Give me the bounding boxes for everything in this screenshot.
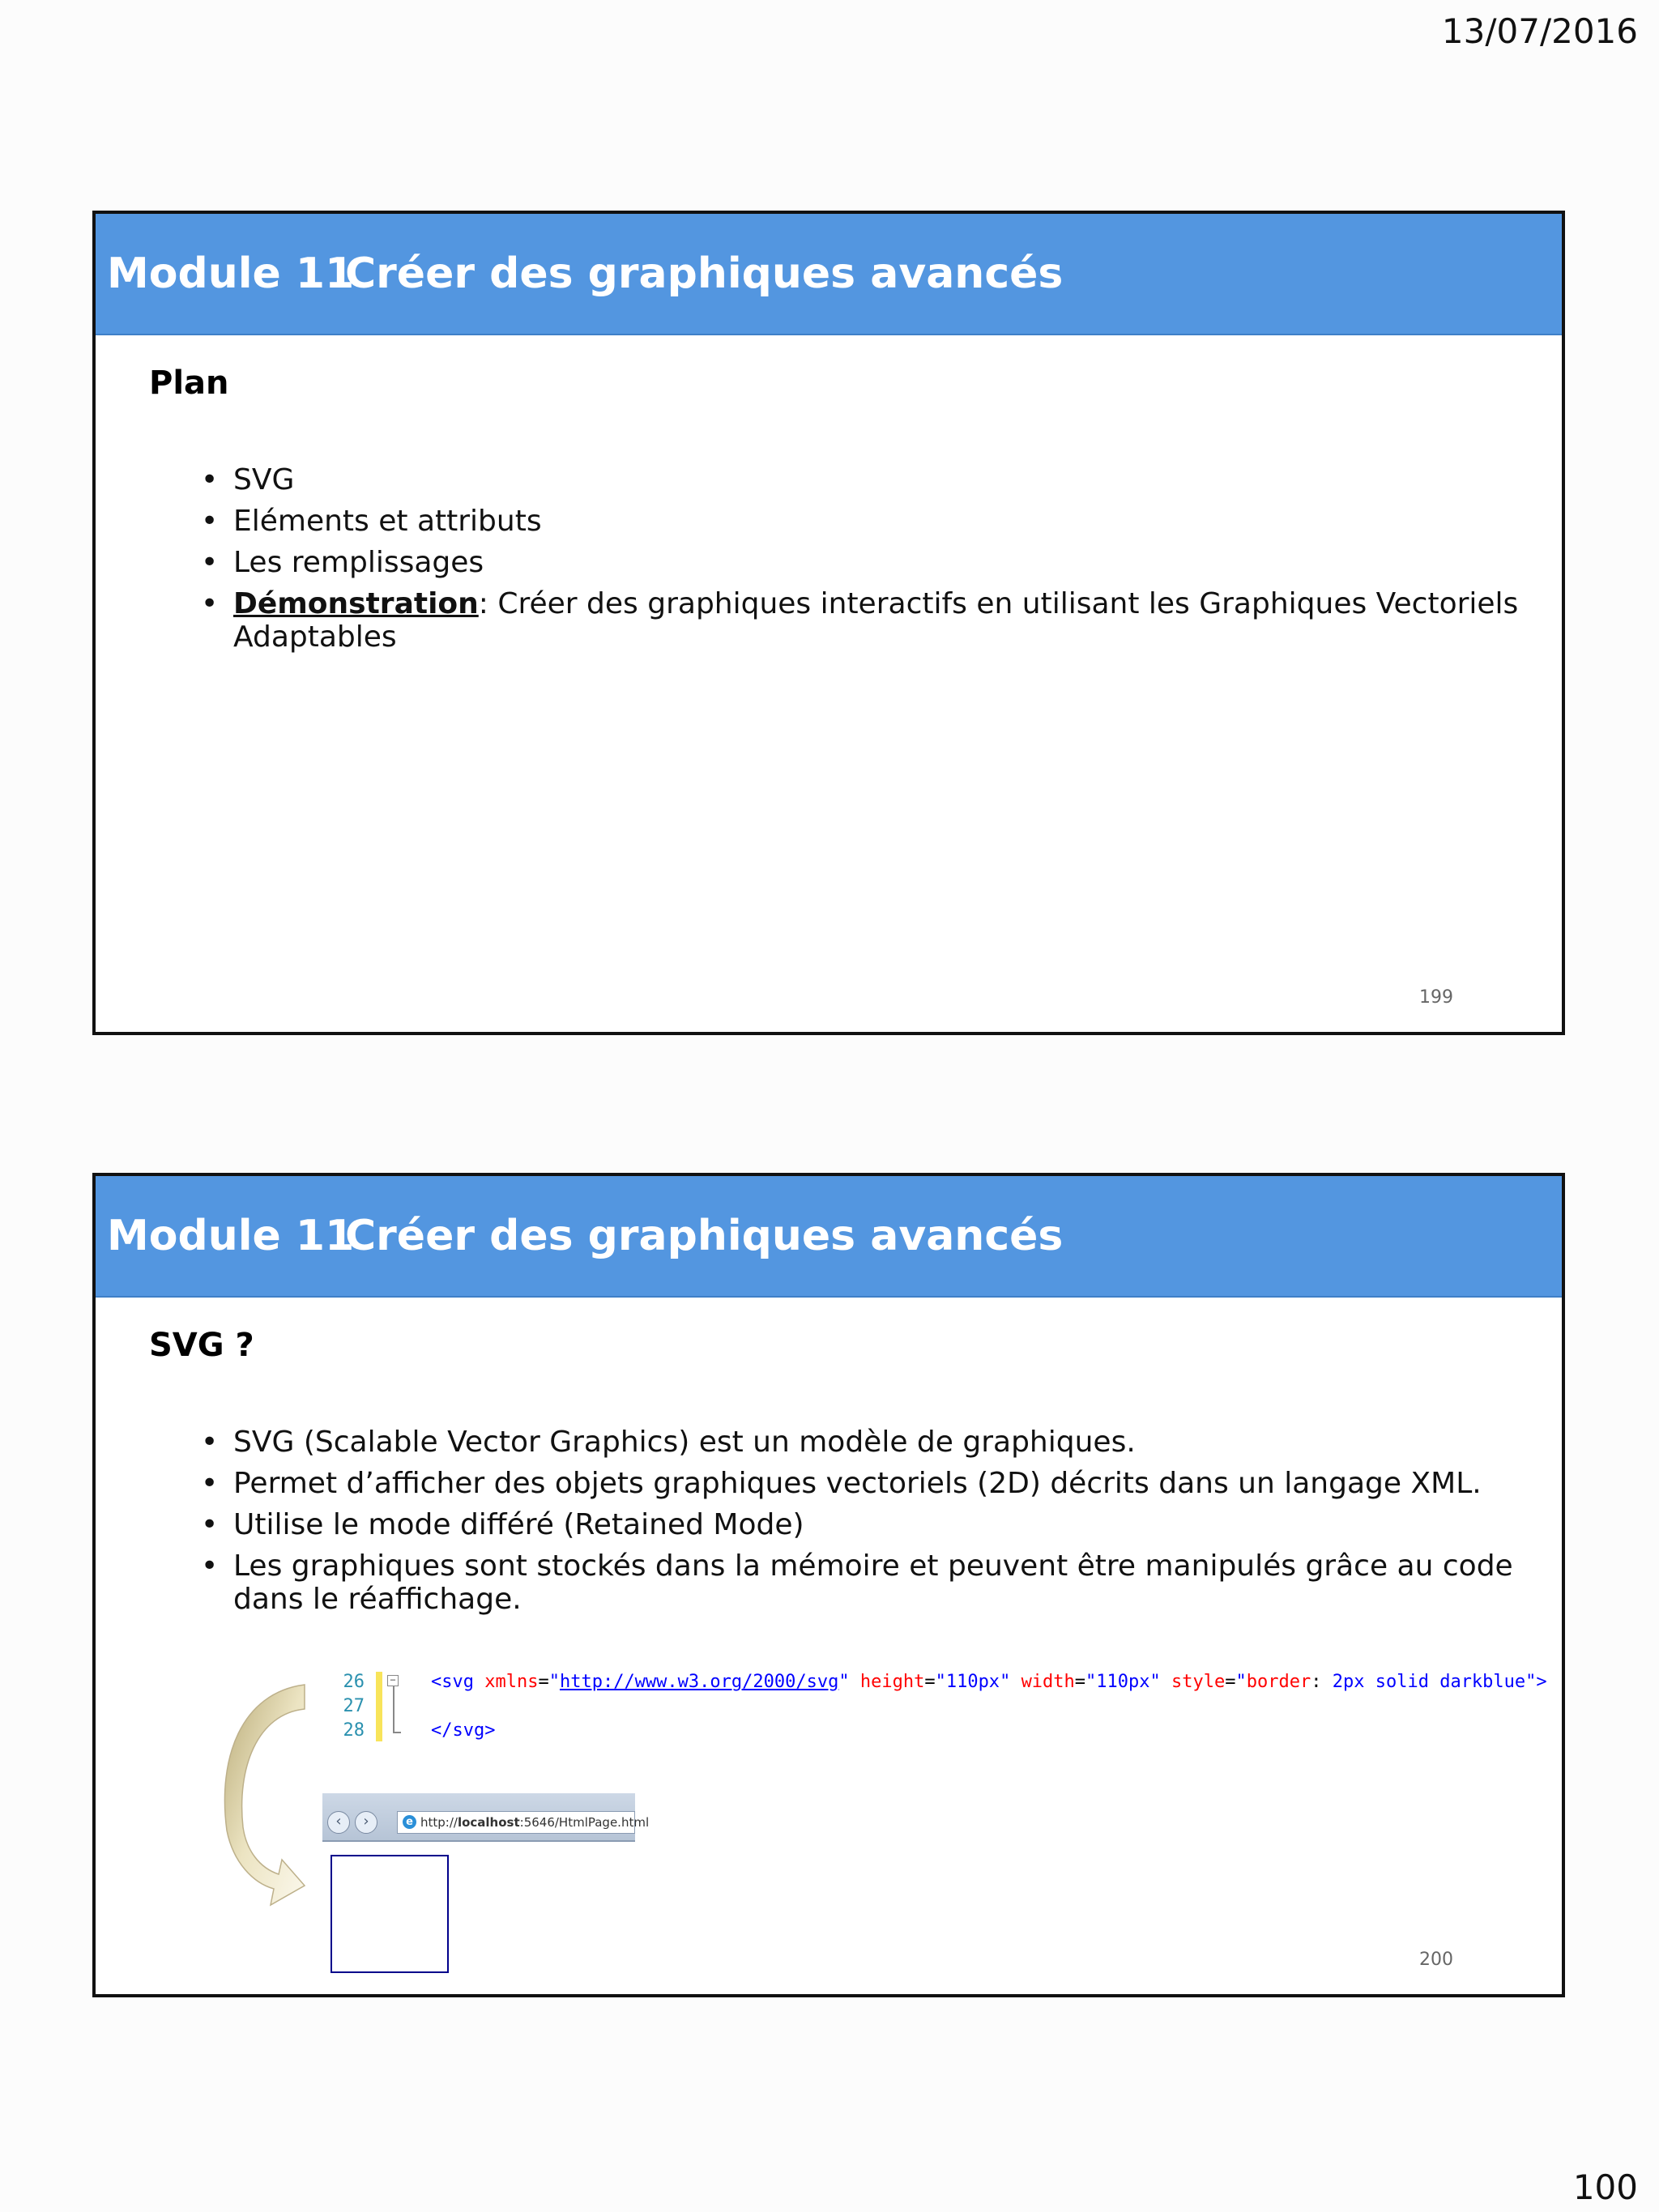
collapse-icon: − (387, 1675, 399, 1686)
curved-arrow-icon (209, 1677, 314, 1920)
slide-number: 200 (1419, 1950, 1453, 1970)
rendered-svg-box (331, 1855, 449, 1973)
slide-199 (92, 211, 1565, 1035)
list-item: • Eléments et attributs (201, 505, 1529, 538)
module-label: Module 11 (107, 1212, 355, 1260)
code-line (431, 1694, 1547, 1719)
slide-title (107, 249, 1063, 298)
ie-logo-icon: e (403, 1815, 416, 1829)
forward-arrow-icon[interactable]: › (355, 1811, 377, 1834)
code-token: height (859, 1672, 925, 1692)
code-token: border (1246, 1672, 1311, 1692)
slide-title (107, 1212, 1063, 1260)
code-line (431, 1719, 1547, 1743)
back-arrow-icon[interactable]: ‹ (327, 1811, 350, 1834)
page-date: 13/07/2016 (1441, 11, 1638, 51)
address-host: localhost (457, 1815, 520, 1830)
fold-guide-end (393, 1732, 401, 1733)
slide-header (96, 214, 1562, 335)
code-token: style (1171, 1672, 1226, 1692)
code-token: </svg> (431, 1720, 496, 1741)
bullet-list (201, 1426, 1529, 1624)
code-snippet (322, 1670, 1547, 1748)
code-token: width (1021, 1672, 1075, 1692)
module-label: Module 11 (107, 249, 355, 298)
change-marker (376, 1672, 382, 1741)
line-number: 26 (343, 1672, 365, 1692)
line-number: 27 (343, 1696, 365, 1716)
list-item: • SVG (Scalable Vector Graphics) est un modèle de graphiques. (201, 1426, 1529, 1459)
code-lines (431, 1670, 1547, 1743)
code-url: http://www.w3.org/2000/svg (559, 1672, 839, 1692)
line-number: 28 (343, 1720, 365, 1741)
list-item: • Les graphiques sont stockés dans la mémoire et peuvent être manipulés grâce au code dans le réaffichage. (201, 1549, 1529, 1616)
slide-header (96, 1176, 1562, 1298)
code-token: xmlns (484, 1672, 539, 1692)
address-bar[interactable] (397, 1811, 650, 1834)
bullet-list (201, 463, 1529, 662)
section-heading: Plan (149, 364, 229, 402)
slide-200 (92, 1173, 1565, 1997)
address-prefix: http:// (420, 1815, 458, 1830)
code-token: <svg (431, 1672, 474, 1692)
list-item (201, 587, 1529, 654)
list-item: • Permet d’afficher des objets graphiques vectoriels (2D) décrits dans un langage XML. (201, 1467, 1529, 1500)
fold-guide (393, 1686, 394, 1732)
demo-text: : Créer des graphiques interactifs en utilisant les Graphiques Vectoriels Adaptables (233, 587, 1519, 654)
list-item: • SVG (201, 463, 1529, 497)
slide-number: 199 (1419, 987, 1453, 1008)
module-title: Créer des graphiques avancés (345, 249, 1064, 298)
page-number: 100 (1572, 2167, 1638, 2207)
list-item: • Les remplissages (201, 546, 1529, 579)
code-line: <svg xmlns="http://www.w3.org/2000/svg" height="110px" width="110px" style="border: 2px solid darkblue"> (431, 1672, 1547, 1692)
code-token: 110px (945, 1672, 1000, 1692)
demo-term: Démonstration (233, 587, 479, 620)
section-heading: SVG ? (149, 1327, 254, 1364)
module-title: Créer des graphiques avancés (345, 1212, 1064, 1260)
code-token: 2px solid darkblue (1332, 1672, 1526, 1692)
address-rest: :5646/HtmlPage.html (519, 1815, 650, 1830)
browser-toolbar (322, 1793, 650, 1842)
list-item: • Utilise le mode différé (Retained Mode) (201, 1508, 1529, 1541)
line-numbers (322, 1670, 371, 1748)
code-token: 110px (1096, 1672, 1150, 1692)
